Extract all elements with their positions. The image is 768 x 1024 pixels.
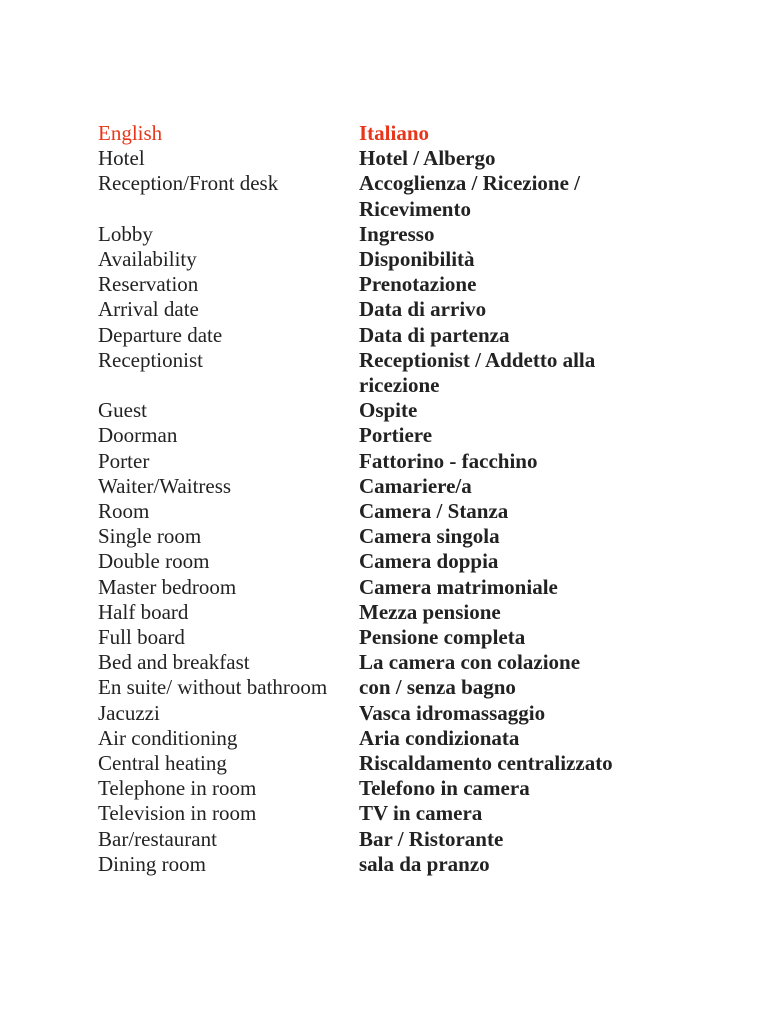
italian-term: TV in camera <box>359 801 483 826</box>
italian-term: Pensione completa <box>359 625 526 650</box>
english-term: Master bedroom <box>98 574 237 599</box>
english-term: Lobby <box>98 221 153 246</box>
english-term: Porter <box>98 448 150 473</box>
glossary-row <box>98 524 698 549</box>
english-term: Departure date <box>98 322 223 347</box>
italian-term: sala da pranzo <box>359 851 490 876</box>
glossary-row <box>98 726 698 751</box>
english-term: Double room <box>98 549 210 574</box>
english-term: Single room <box>98 524 202 549</box>
glossary-row <box>98 171 698 221</box>
italian-term: Vasca idromassaggio <box>359 700 546 725</box>
english-term: Waiter/Waitress <box>98 473 232 498</box>
italian-term: Mezza pensione <box>359 599 501 624</box>
english-term: Receptionist <box>98 347 203 372</box>
english-term: Dining room <box>98 851 206 876</box>
english-term: Jacuzzi <box>98 700 160 725</box>
italian-term: Prenotazione <box>359 272 477 297</box>
english-term: En suite/ without bathroom <box>98 675 328 700</box>
italian-term: Disponibilità <box>359 247 475 272</box>
glossary-row <box>98 852 698 877</box>
english-term: Half board <box>98 599 189 624</box>
english-term: Central heating <box>98 751 227 776</box>
glossary-row <box>98 222 698 247</box>
glossary-row <box>98 801 698 826</box>
italian-term: Telefono in camera <box>359 776 530 801</box>
english-term: Reservation <box>98 272 199 297</box>
italian-term: Camariere/a <box>359 473 472 498</box>
glossary-row <box>98 474 698 499</box>
glossary-row <box>98 247 698 272</box>
italian-term: Camera doppia <box>359 549 499 574</box>
italian-term: La camera con colazione <box>359 650 581 675</box>
glossary-row <box>98 348 698 398</box>
glossary-row <box>98 776 698 801</box>
header-row <box>98 121 698 146</box>
english-term: Air conditioning <box>98 725 238 750</box>
glossary-row <box>98 449 698 474</box>
english-column-header: English <box>98 121 163 145</box>
italian-term: Data di partenza <box>359 322 510 347</box>
italian-term: con / senza bagno <box>359 675 516 700</box>
english-term: Full board <box>98 625 185 650</box>
italian-term: Bar / Ristorante <box>359 826 504 851</box>
glossary-row <box>98 549 698 574</box>
italian-term: Data di arrivo <box>359 297 487 322</box>
italian-column-header: Italiano <box>359 121 430 145</box>
english-term: Availability <box>98 247 197 272</box>
glossary-row <box>98 323 698 348</box>
italian-term: Camera singola <box>359 524 500 549</box>
english-term: Telephone in room <box>98 776 257 801</box>
italian-term: Ingresso <box>359 221 435 246</box>
glossary-row <box>98 575 698 600</box>
english-term: Bed and breakfast <box>98 650 250 675</box>
italian-term: Fattorino - facchino <box>359 448 538 473</box>
glossary-rows <box>98 146 698 877</box>
glossary-row <box>98 297 698 322</box>
italian-term: Hotel / Albergo <box>359 146 496 171</box>
italian-term: Riscaldamento centralizzato <box>359 751 613 776</box>
italian-term: Portiere <box>359 423 433 448</box>
english-term: Hotel <box>98 146 145 171</box>
italian-term: Camera matrimoniale <box>359 574 558 599</box>
italian-term: Receptionist / Addetto alla ricezione <box>359 347 596 398</box>
italian-term: Ospite <box>359 398 418 423</box>
glossary-row <box>98 675 698 700</box>
glossary-row <box>98 499 698 524</box>
glossary-row <box>98 398 698 423</box>
italian-term: Camera / Stanza <box>359 499 509 524</box>
glossary-row <box>98 650 698 675</box>
glossary-row <box>98 751 698 776</box>
english-term: Guest <box>98 398 147 423</box>
english-term: Room <box>98 499 150 524</box>
english-term: Reception/Front desk <box>98 171 279 196</box>
glossary-row <box>98 625 698 650</box>
glossary-row <box>98 146 698 171</box>
english-term: Doorman <box>98 423 178 448</box>
glossary-table <box>98 121 698 877</box>
italian-term: Accoglienza / Ricezione / Ricevimento <box>359 171 581 221</box>
glossary-row <box>98 423 698 448</box>
italian-term: Aria condizionata <box>359 725 520 750</box>
english-term: Television in room <box>98 801 257 826</box>
english-term: Bar/restaurant <box>98 826 217 851</box>
english-term: Arrival date <box>98 297 199 322</box>
glossary-row <box>98 701 698 726</box>
glossary-row <box>98 827 698 852</box>
glossary-row <box>98 600 698 625</box>
glossary-row <box>98 272 698 297</box>
